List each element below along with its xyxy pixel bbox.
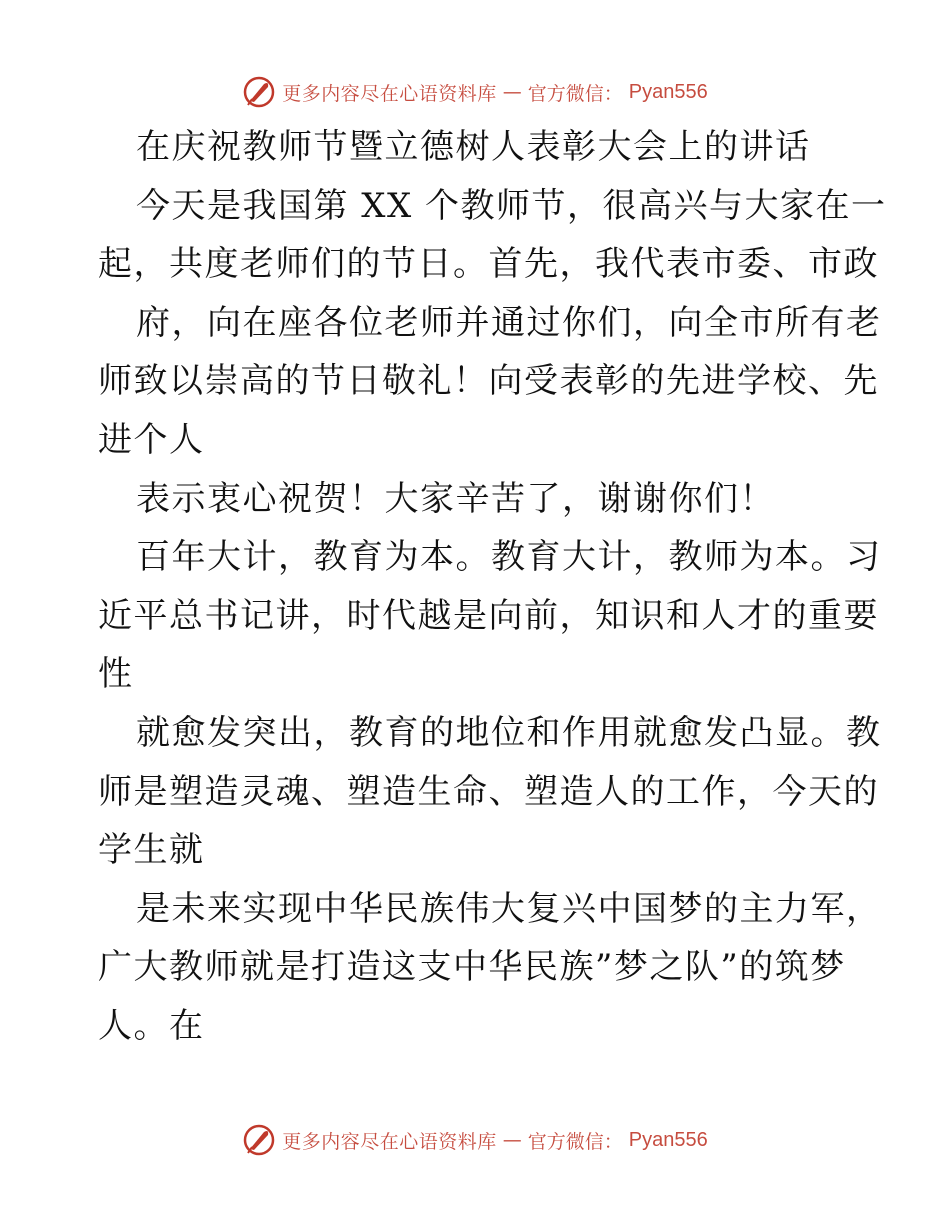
paragraph-line: 是未来实现中华民族伟大复兴中国梦的主力军， <box>136 888 882 929</box>
paragraph-line: 今天是我国第 XX 个教师节，很高兴与大家在一 <box>136 185 887 226</box>
watermark-wechat-id: Pyan556 <box>628 1128 708 1151</box>
paragraph-line: 起，共度老师们的节日。首先，我代表市委、市政 <box>98 244 879 285</box>
watermark-wechat-id: Pyan556 <box>628 80 708 103</box>
document-body <box>98 118 887 1056</box>
paragraph-line: 师致以崇高的节日敬礼！向受表彰的先进学校、先 <box>98 361 879 402</box>
paragraph-line: 进个人 <box>98 419 205 460</box>
paragraph-line: 府，向在座各位老师并通过你们，向全市所有老 <box>136 302 882 343</box>
paragraph-line: 人。在 <box>98 1005 205 1046</box>
footer-watermark <box>0 1120 950 1160</box>
watermark-brand-text: 更多内容尽在心语资料库 <box>282 82 497 105</box>
paragraph-line: 性 <box>98 654 134 695</box>
paragraph-line: 学生就 <box>98 830 205 871</box>
paragraph-line: 百年大计，教育为本。教育大计，教师为本。习 <box>136 537 882 578</box>
header-watermark <box>0 72 950 112</box>
paragraph-line: 近平总书记讲，时代越是向前，知识和人才的重要 <box>98 595 879 636</box>
document-title: 在庆祝教师节暨立德树人表彰大会上的讲话 <box>136 127 811 167</box>
watermark-wechat-label: 官方微信： <box>527 1130 623 1153</box>
watermark-separator: — <box>502 81 522 103</box>
watermark-wechat-label: 官方微信： <box>527 82 623 105</box>
paragraph-line: 表示衷心祝贺！大家辛苦了，谢谢你们！ <box>136 478 775 519</box>
quill-pen-logo-icon <box>242 1123 276 1157</box>
paragraph-line: 广大教师就是打造这支中华民族”梦之队”的筑梦 <box>98 947 846 988</box>
paragraph-line: 就愈发突出，教育的地位和作用就愈发凸显。教 <box>136 712 882 753</box>
paragraph-line: 师是塑造灵魂、塑造生命、塑造人的工作，今天的 <box>98 771 879 812</box>
quill-pen-logo-icon <box>242 75 276 109</box>
watermark-separator: — <box>502 1129 522 1151</box>
watermark-brand-text: 更多内容尽在心语资料库 <box>282 1130 497 1153</box>
